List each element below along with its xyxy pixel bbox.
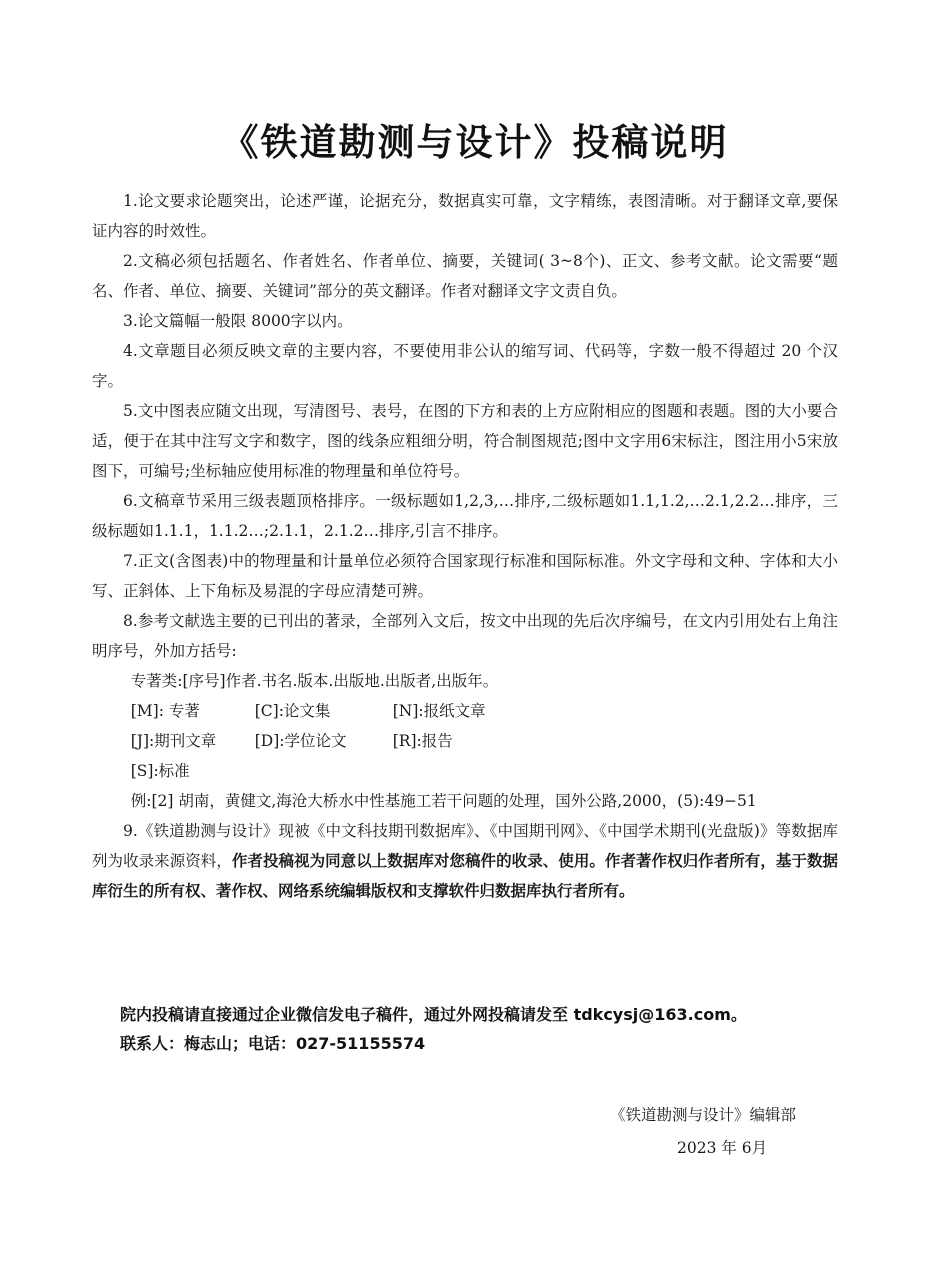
ref-type-c: [C]:论文集 (254, 702, 331, 720)
reference-types-row-3 (92, 756, 838, 786)
contact-block (120, 1000, 880, 1058)
guideline-6: 6.文稿章节采用三级表题顶格排序。一级标题如1,2,3,…排序,二级标题如1.1,1.2,…2.1,2.2…排序，三级标题如1.1.1，1.1.2…;2.1.1，2.1.2…排序,引言不排序。 (92, 492, 838, 540)
ref-type-n: [N]:报纸文章 (392, 702, 486, 720)
guideline-5: 5.文中图表应随文出现，写清图号、表号，在图的下方和表的上方应附相应的图题和表题。图的大小要合适，便于在其中注写文字和数字，图的线条应粗细分明，符合制图规范;图中文字用6宋标注，图注用小5宋放图下，可编号;坐标轴应使用标准的物理量和单位符号。 (92, 402, 838, 480)
guideline-2: 2.文稿必须包括题名、作者姓名、作者单位、摘要，关键词( 3~8个)、正文、参考文献。论文需要“题名、作者、单位、摘要、关键词”部分的英文翻译。作者对翻译文字文责自负。 (92, 252, 838, 300)
guideline-9 (92, 816, 838, 906)
submission-email-line: 院内投稿请直接通过企业微信发电子稿件，通过外网投稿请发至 tdkcysj@163.com。 (120, 1005, 747, 1024)
guidelines-body (92, 186, 838, 906)
guideline-4: 4.文章题目必须反映文章的主要内容，不要使用非公认的缩写词、代码等，字数一般不得超过 20 个汉字。 (92, 342, 838, 390)
page-title: 《铁道勘测与设计》投稿说明 (221, 120, 729, 164)
guideline-3: 3.论文篇幅一般限 8000字以内。 (123, 312, 353, 330)
guideline-9-text: 9.《铁道勘测与设计》现被《中文科技期刊数据库》、《中国期刊网》、《中国学术期刊(光盘版)》等数据库列为收录来源资料， (92, 822, 838, 870)
contact-person-line: 联系人：梅志山；电话：027-51155574 (120, 1034, 426, 1053)
reference-types-row-2 (92, 726, 838, 756)
guideline-8: 8.参考文献选主要的已刊出的著录，全部列入文后，按文中出现的先后次序编号，在文内引用处右上角注明序号，外加方括号: (92, 612, 838, 660)
reference-format: 专著类:[序号]作者.书名.版本.出版地.出版者,出版年。 (130, 672, 499, 690)
ref-type-d: [D]:学位论文 (254, 732, 347, 750)
publication-date: 2023 年 6月 (677, 1139, 768, 1157)
ref-type-s: [S]:标准 (130, 762, 190, 780)
guideline-9-copyright: 作者投稿视为同意以上数据库对您稿件的收录、使用。作者著作权归作者所有，基于数据库衍生的所有权、著作权、网络系统编辑版权和支撑软件归数据库执行者所有。 (92, 852, 838, 900)
ref-type-r: [R]:报告 (392, 732, 453, 750)
guideline-1: 1.论文要求论题突出，论述严谨，论据充分，数据真实可靠，文字精练，表图清晰。对于翻译文章,要保证内容的时效性。 (92, 192, 838, 240)
reference-example: 例:[2] 胡南，黄健文,海沧大桥水中性基施工若干问题的处理，国外公路,2000，(5):49−51 (130, 792, 757, 810)
guideline-7: 7.正文(含图表)中的物理量和计量单位必须符合国家现行标准和国际标准。外文字母和文种、字体和大小写、正斜体、上下角标及易混的字母应清楚可辨。 (92, 552, 838, 600)
ref-type-j: [J]:期刊文章 (130, 732, 217, 750)
ref-type-m: [M]: 专著 (130, 702, 200, 720)
reference-types-row-1 (92, 696, 838, 726)
editorial-department: 《铁道勘测与设计》编辑部 (610, 1106, 797, 1124)
